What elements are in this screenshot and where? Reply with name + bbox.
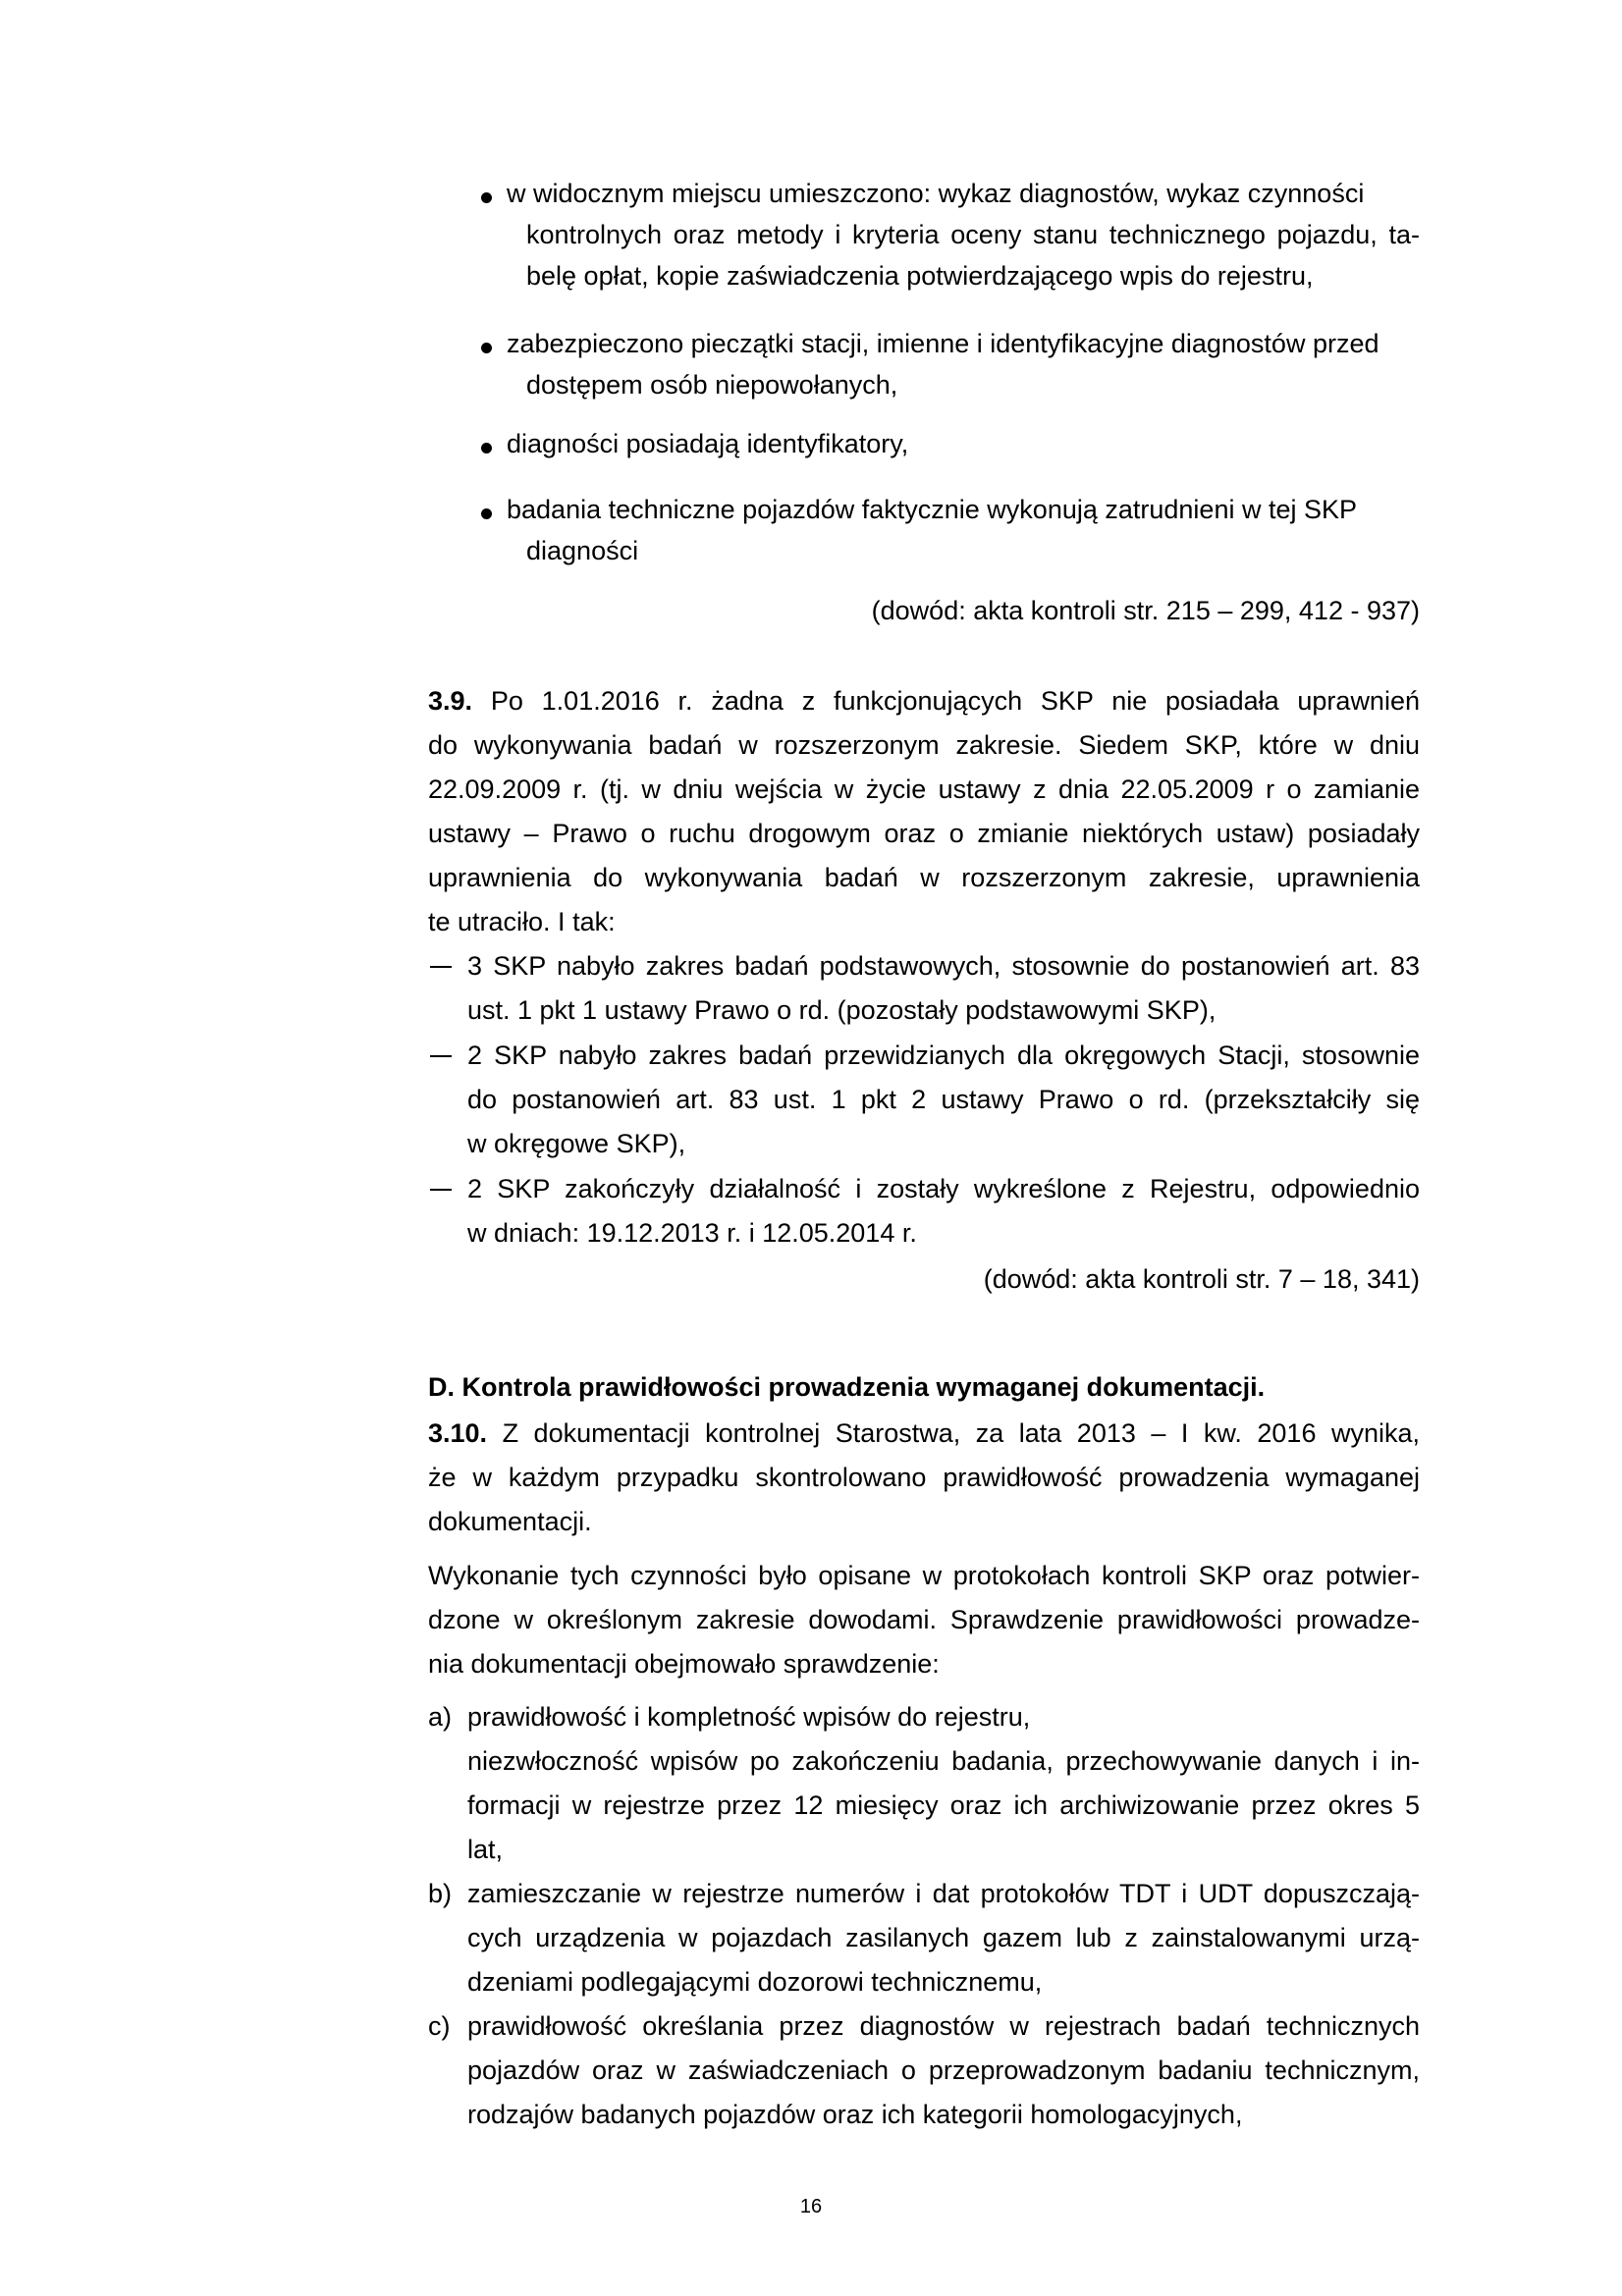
item-c-line-3: rodzajów badanych pojazdów oraz ich kategorii homologacyjnych, (467, 2100, 1243, 2129)
paragraph-line-2: dzone w określonym zakresie dowodami. Sprawdzenie prawidłowości prowadze- (428, 1605, 1420, 1634)
dash-3-line-1: 2 SKP zakończyły działalność i zostały wykreślone z Rejestru, odpowiednio (467, 1174, 1420, 1203)
item-c-line-2: pojazdów oraz w zaświadczeniach o przeprowadzonym badaniu technicznym, (467, 2056, 1420, 2085)
bullet-4-line-2: diagności (526, 536, 639, 565)
section-3-9-line-3: 22.09.2009 r. (tj. w dniu wejścia w życie ustawy z dnia 22.05.2009 r o zamianie (428, 774, 1420, 804)
section-text: Po 1.01.2016 r. żadna z funkcjonujących SKP nie posiadała uprawnień (490, 686, 1420, 716)
item-a-line-3: formacji w rejestrze przez 12 miesięcy oraz ich archiwizowanie przez okres 5 (467, 1790, 1420, 1820)
section-3-9-line-4: ustawy – Prawo o ruchu drogowym oraz o zmianie niektórych ustaw) posiadały (428, 819, 1420, 848)
item-a-line-4: lat, (467, 1835, 504, 1864)
section-number: 3.10. (428, 1418, 488, 1448)
dash-icon (430, 1189, 452, 1191)
page-number: 16 (799, 2196, 823, 2217)
bullet-1-line-1: w widocznym miejscu umieszczono: wykaz diagnostów, wykaz czynności (507, 179, 1365, 208)
dash-2-line-3: w okręgowe SKP), (467, 1129, 686, 1158)
item-a-line-2: niezwłoczność wpisów po zakończeniu badania, przechowywanie danych i in- (467, 1746, 1420, 1776)
section-3-9-line-6: te utraciło. I tak: (428, 907, 616, 936)
section-3-10-line-1 (428, 1414, 1420, 1453)
bullet-icon (481, 192, 492, 203)
section-heading-d: D. Kontrola prawidłowości prowadzenia wymaganej dokumentacji. (428, 1372, 1266, 1402)
bullet-1-line-3: belę opłat, kopie zaświadczenia potwierdzającego wpis do rejestru, (526, 261, 1314, 291)
bullet-icon (481, 343, 492, 353)
dash-1-line-1: 3 SKP nabyło zakres badań podstawowych, stosownie do postanowień art. 83 (467, 951, 1420, 981)
section-3-9-line-5: uprawnienia do wykonywania badań w rozszerzonym zakresie, uprawnienia (428, 863, 1420, 892)
dash-icon (430, 966, 452, 968)
dash-2-line-1: 2 SKP nabyło zakres badań przewidzianych dla okręgowych Stacji, stosownie (467, 1041, 1420, 1070)
proof-reference: (dowód: akta kontroli str. 7 – 18, 341) (983, 1264, 1420, 1294)
item-b-line-1: zamieszczanie w rejestrze numerów i dat protokołów TDT i UDT dopuszczają- (467, 1879, 1420, 1908)
bullet-3-line-1: diagności posiadają identyfikatory, (507, 429, 909, 458)
bullet-4-line-1: badania techniczne pojazdów faktycznie wykonują zatrudnieni w tej SKP (507, 495, 1358, 524)
bullet-icon (481, 508, 492, 519)
bullet-1-line-2: kontrolnych oraz metody i kryteria oceny stanu technicznego pojazdu, ta- (526, 220, 1420, 249)
item-a-line-1: prawidłowość i kompletność wpisów do rejestru, (467, 1702, 1031, 1732)
section-3-10-line-3: dokumentacji. (428, 1507, 592, 1536)
paragraph-line-3: nia dokumentacji obejmowało sprawdzenie: (428, 1649, 940, 1679)
bullet-icon (481, 443, 492, 454)
paragraph-line-1: Wykonanie tych czynności było opisane w protokołach kontroli SKP oraz potwier- (428, 1561, 1420, 1590)
item-c-label: c) (428, 2011, 451, 2041)
section-number: 3.9. (428, 686, 473, 716)
item-a-label: a) (428, 1702, 453, 1732)
item-b-line-2: cych urządzenia w pojazdach zasilanych gazem lub z zainstalowanymi urzą- (467, 1923, 1420, 1952)
proof-reference: (dowód: akta kontroli str. 215 – 299, 412 - 937) (871, 596, 1420, 625)
dash-icon (430, 1055, 452, 1057)
dash-1-line-2: ust. 1 pkt 1 ustawy Prawo o rd. (pozostały podstawowymi SKP), (467, 995, 1216, 1025)
item-b-label: b) (428, 1879, 453, 1908)
dash-2-line-2: do postanowień art. 83 ust. 1 pkt 2 ustawy Prawo o rd. (przekształciły się (467, 1085, 1420, 1114)
item-b-line-3: dzeniami podlegającymi dozorowi technicznemu, (467, 1967, 1043, 1997)
bullet-2-line-1: zabezpieczono pieczątki stacji, imienne i identyfikacyjne diagnostów przed (507, 329, 1379, 358)
section-3-10-line-2: że w każdym przypadku skontrolowano prawidłowość prowadzenia wymaganej (428, 1463, 1420, 1492)
section-text: Z dokumentacji kontrolnej Starostwa, za lata 2013 – I kw. 2016 wynika, (502, 1418, 1420, 1448)
item-c-line-1: prawidłowość określania przez diagnostów w rejestrach badań technicznych (467, 2011, 1420, 2041)
bullet-2-line-2: dostępem osób niepowołanych, (526, 370, 898, 400)
section-3-9-line-2: do wykonywania badań w rozszerzonym zakresie. Siedem SKP, które w dniu (428, 730, 1420, 760)
dash-3-line-2: w dniach: 19.12.2013 r. i 12.05.2014 r. (467, 1218, 917, 1248)
section-3-9-line-1 (428, 681, 1420, 721)
